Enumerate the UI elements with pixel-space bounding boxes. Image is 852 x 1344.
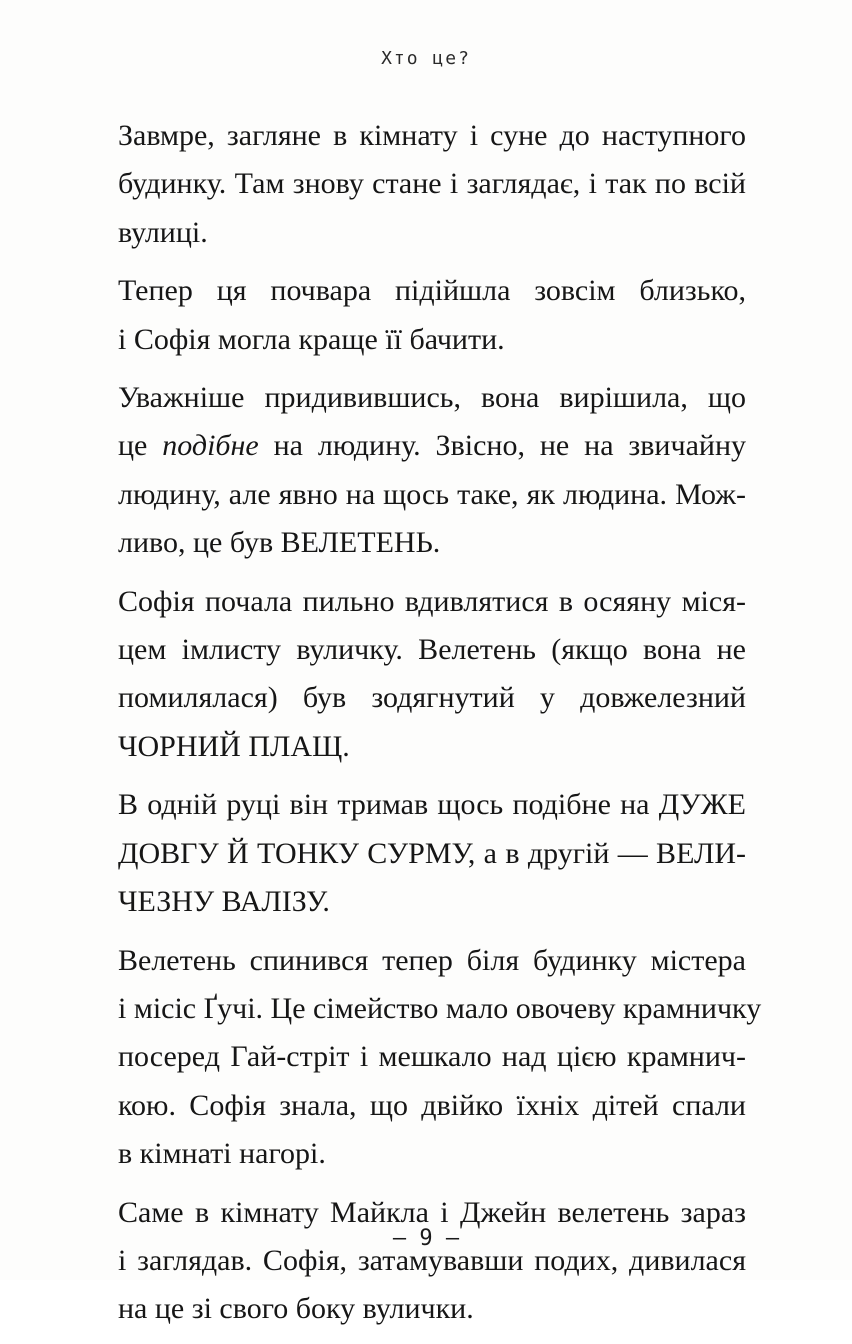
text-line: вулиці. (118, 215, 208, 249)
text-line: посеред Гай-стріт і мешкало над цією крамнич- (118, 1040, 746, 1074)
text-line: Велетень спинився тепер біля будинку містера (118, 943, 746, 977)
emphasis-word: подібне (162, 429, 259, 463)
text-line: і Софія могла краще її бачити. (118, 322, 505, 356)
paragraph (82, 1189, 746, 1334)
text-line: в кімнаті нагорі. (118, 1137, 326, 1171)
body-text (82, 112, 762, 1344)
text-line: ЧЕЗНУ ВАЛІЗУ. (118, 885, 330, 919)
paragraph (82, 374, 746, 568)
text-line: це подібне на людину. Звісно, не на звичайну (118, 429, 747, 463)
text-line: Саме в кімнату Майкла і Джейн велетень зараз (118, 1195, 746, 1229)
text-line: і місіс Ґучі. Це сімейство мало овочеву крамничку (118, 991, 762, 1025)
text-line: Тепер ця почвара підійшла зовсім близько, (118, 274, 746, 308)
paragraph (82, 937, 762, 1179)
running-head: Хто це? (381, 48, 471, 69)
paragraph (82, 267, 746, 364)
text-line: Завмре, загляне в кімнату і суне до наступного (118, 119, 746, 152)
text-line: кою. Софія знала, що двійко їхніх дітей спали (118, 1088, 746, 1122)
paragraph (82, 781, 746, 926)
text-line: В одній руці він тримав щось подібне на ДУЖЕ (118, 788, 746, 822)
paragraph (82, 578, 746, 772)
paragraph (82, 112, 746, 257)
text-line: на це зі свого боку вулички. (118, 1292, 474, 1326)
text-line: ДОВГУ Й ТОНКУ СУРМУ, а в другій — ВЕЛИ- (118, 836, 746, 870)
text-line: помилялася) був зодягнутий у довжелезний (118, 681, 746, 715)
text-line: ЧОРНИЙ ПЛАЩ. (118, 729, 350, 763)
text-line: будинку. Там знову стане і заглядає, і так по всій (118, 167, 746, 201)
text-line: цем імлисту вуличку. Велетень (якщо вона не (118, 633, 746, 667)
page-number: — 9 — (392, 1226, 460, 1251)
text-line: людину, але явно на щось таке, як людина. Мож- (118, 477, 746, 511)
text-line: Софія почала пильно вдивлятися в осяяну міся- (118, 584, 746, 618)
text-line: ливо, це був ВЕЛЕТЕНЬ. (118, 526, 441, 560)
text-line: Уважніше придивившись, вона вирішила, що (118, 381, 746, 415)
text-line: і заглядав. Софія, затамувавши подих, дивилася (118, 1243, 746, 1277)
